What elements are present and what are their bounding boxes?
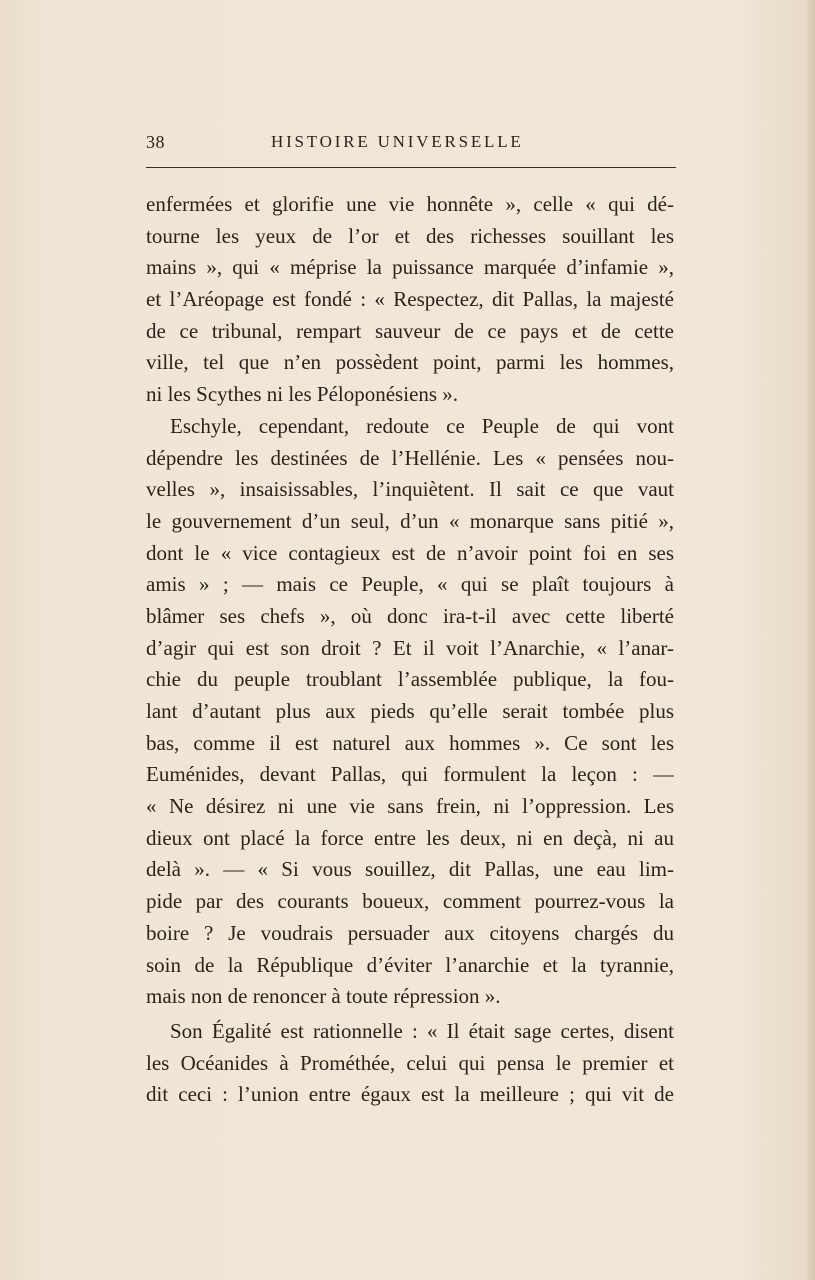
paragraph <box>146 1016 674 1111</box>
text-line: amis » ; — mais ce Peuple, « qui se plaît toujours à <box>146 572 674 597</box>
header-rule <box>146 167 676 168</box>
text-line: ville, tel que n’en possèdent point, parmi les hommes, <box>146 350 674 375</box>
text-line: delà ». — « Si vous souillez, dit Pallas, une eau lim- <box>146 857 674 882</box>
text-line: d’agir qui est son droit ? Et il voit l’Anarchie, « l’anar- <box>146 635 674 660</box>
text-line: dont le « vice contagieux est de n’avoir point foi en ses <box>146 540 674 565</box>
text-line: de ce tribunal, rempart sauveur de ce pays et de cette <box>146 318 674 343</box>
text-line: chie du peuple troublant l’assemblée publique, la fou- <box>146 667 674 692</box>
text-line: soin de la République d’éviter l’anarchie et la tyrannie, <box>146 952 674 977</box>
text-line: « Ne désirez ni une vie sans frein, ni l’oppression. Les <box>146 794 674 819</box>
running-head <box>146 128 676 160</box>
page-edge-shadow <box>805 0 815 1280</box>
running-title: HISTOIRE UNIVERSELLE <box>271 132 524 151</box>
text-line: dieux ont placé la force entre les deux, ni en deçà, ni au <box>146 825 674 850</box>
page-number: 38 <box>146 132 165 152</box>
text-line: mais non de renoncer à toute répression ». <box>146 984 501 1009</box>
paragraph <box>146 411 674 1013</box>
text-line: pide par des courants boueux, comment pourrez-vous la <box>146 889 674 914</box>
text-line: bas, comme il est naturel aux hommes ». Ce sont les <box>146 730 674 755</box>
text-line: ni les Scythes ni les Péloponésiens ». <box>146 382 459 407</box>
text-line: Eschyle, cependant, redoute ce Peuple de qui vont <box>170 413 674 438</box>
text-line: dépendre les destinées de l’Hellénie. Les « pensées nou- <box>146 445 674 470</box>
text-line: lant d’autant plus aux pieds qu’elle serait tombée plus <box>146 699 674 723</box>
paragraph <box>146 189 674 411</box>
text-line: boire ? Je voudrais persuader aux citoyens chargés du <box>146 920 674 945</box>
text-line: Son Égalité est rationnelle : « Il était sage certes, disent <box>170 1018 674 1043</box>
text-line: velles », insaisissables, l’inquiètent. Il sait ce que vaut <box>146 477 674 502</box>
text-line: dit ceci : l’union entre égaux est la meilleure ; qui vit de <box>146 1082 674 1107</box>
text-line: blâmer ses chefs », où donc ira-t-il avec cette liberté <box>146 603 674 628</box>
text-line: tourne les yeux de l’or et des richesses souillant les <box>146 223 674 248</box>
text-line: enfermées et glorifie une vie honnête », celle « qui dé- <box>146 192 674 216</box>
text-line: et l’Aréopage est fondé : « Respectez, dit Pallas, la majesté <box>146 287 674 312</box>
text-line: mains », qui « méprise la puissance marquée d’infamie », <box>146 255 674 280</box>
text-line: Euménides, devant Pallas, qui formulent la leçon : — <box>146 762 674 787</box>
body-text <box>146 189 674 1111</box>
text-line: les Océanides à Prométhée, celui qui pensa le premier et <box>146 1050 674 1075</box>
text-line: le gouvernement d’un seul, d’un « monarque sans pitié », <box>146 508 674 533</box>
